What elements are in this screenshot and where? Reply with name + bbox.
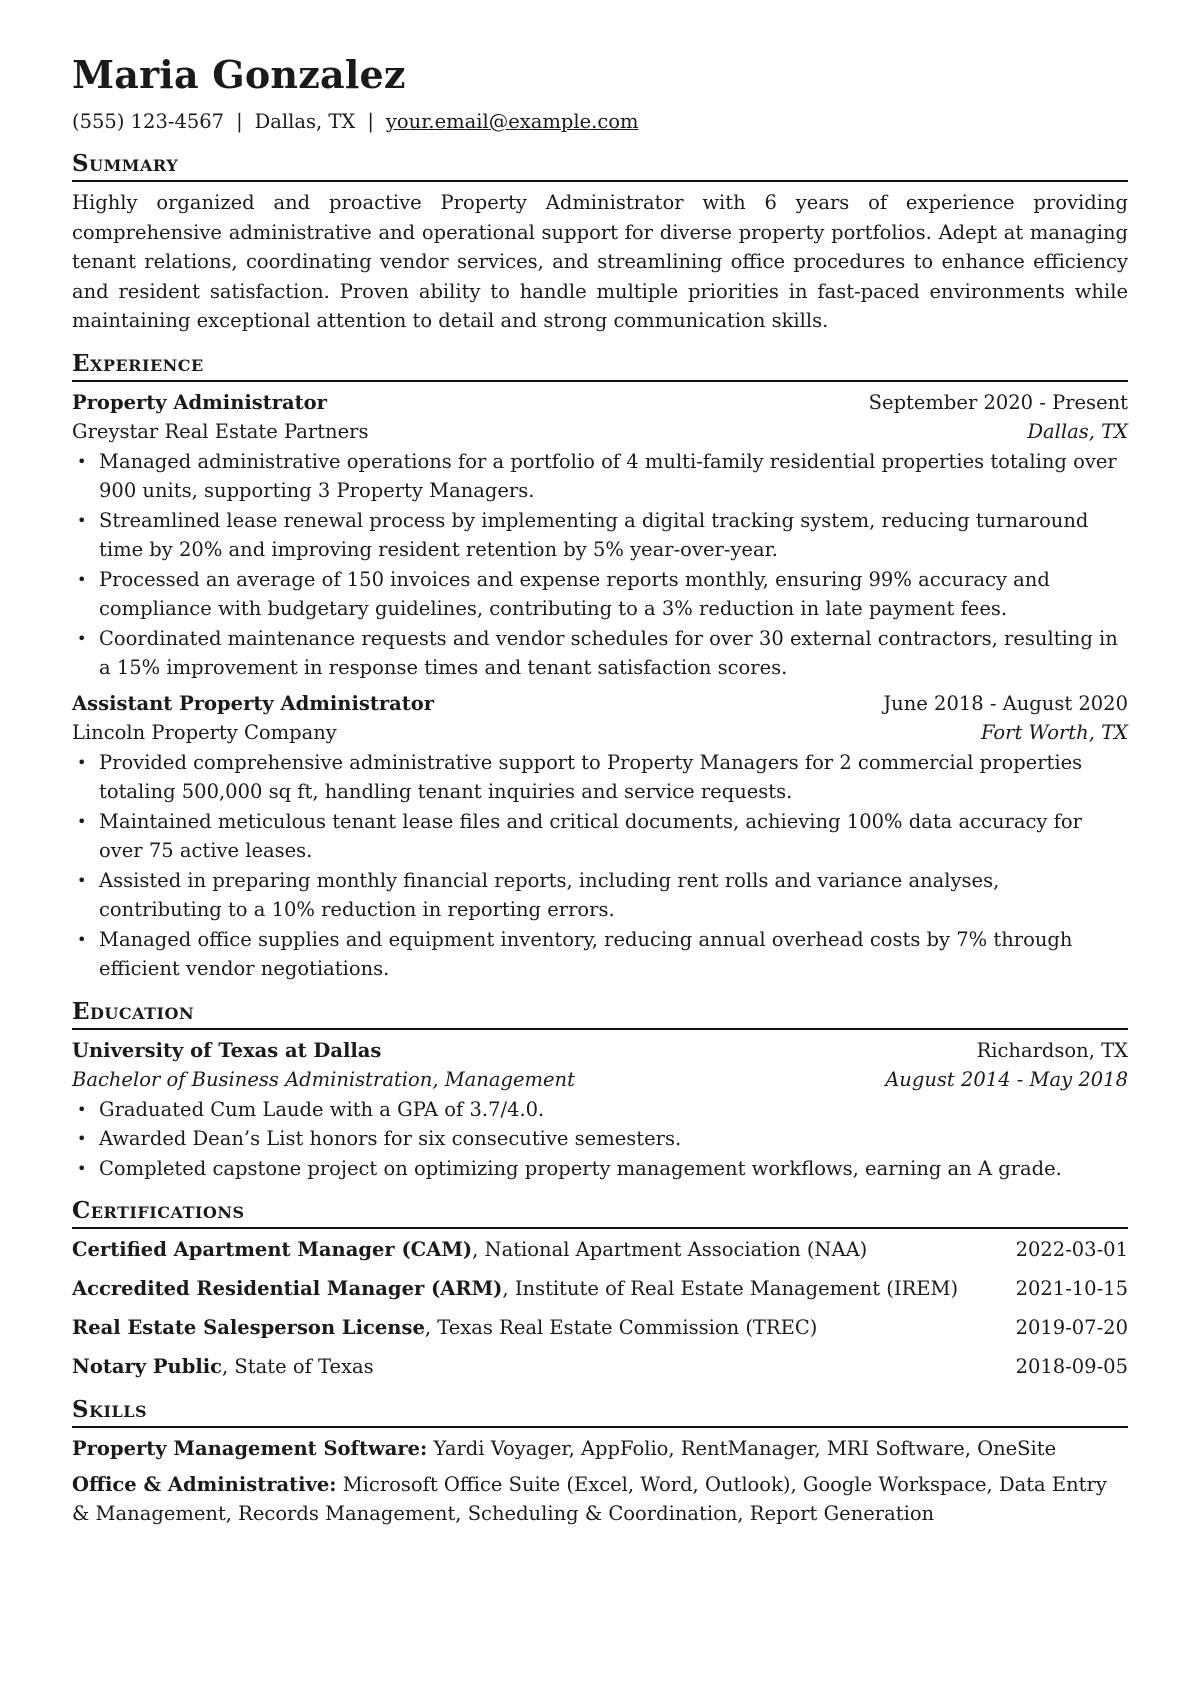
job-dates: September 2020 - Present <box>868 390 1128 414</box>
bullet-item: • Processed an average of 150 invoices and expense reports monthly, ensuring 99% accuracy and compliance with budgetary guidelines, contributing to a 3% reduction in late payment fees. <box>99 565 1128 624</box>
job-role: Property Administrator <box>72 390 327 414</box>
location: Dallas, TX <box>254 110 356 133</box>
bullet-item: • Managed administrative operations for a portfolio of 4 multi-family residential properties totaling over 900 units, supporting 3 Property Managers. <box>99 447 1128 506</box>
job-location: Dallas, TX <box>1027 420 1128 443</box>
separator: | <box>236 110 243 133</box>
skill-item <box>72 1434 1128 1464</box>
certification-name: Accredited Residential Manager (ARM) <box>72 1277 503 1300</box>
job-location: Fort Worth, TX <box>980 721 1128 744</box>
summary-text: Highly organized and proactive Property Administrator with 6 years of experience providing comprehensive administrative and operational support for diverse property portfolios. Adept at managing tenant relations, coordinating vendor services, and streamlining office procedures to enhance efficiency and resident satisfaction. Proven ability to handle multiple priorities in fast-paced environments while maintaining exceptional attention to detail and strong communication skills. <box>72 191 1128 332</box>
job-bullets <box>72 447 1128 683</box>
certification-item <box>72 1313 1128 1343</box>
job-dates: June 2018 - August 2020 <box>883 691 1128 715</box>
skill-value: Yardi Voyager, AppFolio, RentManager, MRI Software, OneSite <box>427 1437 1057 1460</box>
school-name: University of Texas at Dallas <box>72 1038 382 1062</box>
bullet-item: • Streamlined lease renewal process by implementing a digital tracking system, reducing turnaround time by 20% and improving resident retention by 5% year-over-year. <box>99 506 1128 565</box>
bullet-item: • Awarded Dean’s List honors for six consecutive semesters. <box>99 1124 1128 1154</box>
certification-name: Notary Public <box>72 1355 223 1378</box>
certification-date: 2021-10-15 <box>1015 1277 1128 1300</box>
bullet-item: • Managed office supplies and equipment inventory, reducing annual overhead costs by 7% through efficient vendor negotiations. <box>99 925 1128 984</box>
education-bullets <box>72 1095 1128 1184</box>
bullet-item: • Coordinated maintenance requests and vendor schedules for over 30 external contractors, resulting in a 15% improvement in response times and tenant satisfaction scores. <box>99 624 1128 683</box>
resume-page <box>72 52 1128 1529</box>
degree: Bachelor of Business Administration, Management <box>72 1068 575 1091</box>
certification-item <box>72 1235 1128 1265</box>
candidate-name: Maria Gonzalez <box>72 52 406 97</box>
education-dates: August 2014 - May 2018 <box>885 1068 1128 1091</box>
job-entry <box>72 689 1128 984</box>
certification-date: 2018-09-05 <box>1015 1355 1128 1378</box>
section-title-certifications: Certifications <box>72 1197 1128 1229</box>
certification-item <box>72 1274 1128 1304</box>
certification-name: Certified Apartment Manager (CAM) <box>72 1238 473 1261</box>
section-title-education: Education <box>72 998 1128 1030</box>
job-entry <box>72 388 1128 683</box>
separator: | <box>367 110 374 133</box>
email-link[interactable]: your.email@example.com <box>385 110 639 133</box>
bullet-item: • Completed capstone project on optimizing property management workflows, earning an A grade. <box>99 1154 1128 1184</box>
job-bullets <box>72 748 1128 984</box>
skill-label: Office & Administrative: <box>72 1472 337 1496</box>
job-company: Greystar Real Estate Partners <box>72 420 369 443</box>
bullet-item: • Maintained meticulous tenant lease files and critical documents, achieving 100% data accuracy for over 75 active leases. <box>99 807 1128 866</box>
skill-value: Microsoft Office Suite (Excel, Word, Outlook), Google Workspace, Data Entry & Management, Records Management, Scheduling & Coordination, Report Generation <box>72 1472 1107 1525</box>
certification-name: Real Estate Salesperson License <box>72 1316 425 1339</box>
certification-issuer: , State of Texas <box>222 1355 374 1378</box>
section-title-experience: Experience <box>72 350 1128 382</box>
contact-line <box>72 108 1128 136</box>
certification-issuer: , Texas Real Estate Commission (TREC) <box>424 1316 818 1339</box>
certification-date: 2019-07-20 <box>1015 1316 1128 1339</box>
job-company: Lincoln Property Company <box>72 721 337 744</box>
certification-date: 2022-03-01 <box>1015 1238 1128 1261</box>
certifications-list <box>72 1235 1128 1382</box>
job-role: Assistant Property Administrator <box>72 691 435 715</box>
bullet-item: • Provided comprehensive administrative support to Property Managers for 2 commercial properties totaling 500,000 sq ft, handling tenant inquiries and service requests. <box>99 748 1128 807</box>
certification-issuer: , Institute of Real Estate Management (IREM) <box>502 1277 959 1300</box>
section-title-summary: Summary <box>72 150 1128 182</box>
certification-issuer: , National Apartment Association (NAA) <box>472 1238 868 1261</box>
school-location: Richardson, TX <box>976 1038 1128 1062</box>
phone: (555) 123-4567 <box>72 110 225 133</box>
certification-item <box>72 1352 1128 1382</box>
skill-label: Property Management Software: <box>72 1437 428 1460</box>
skill-item <box>72 1470 1128 1529</box>
section-title-skills: Skills <box>72 1396 1128 1428</box>
education-entry <box>72 1036 1128 1184</box>
bullet-item: • Graduated Cum Laude with a GPA of 3.7/4.0. <box>99 1095 1128 1125</box>
bullet-item: • Assisted in preparing monthly financial reports, including rent rolls and variance analyses, contributing to a 10% reduction in reporting errors. <box>99 866 1128 925</box>
